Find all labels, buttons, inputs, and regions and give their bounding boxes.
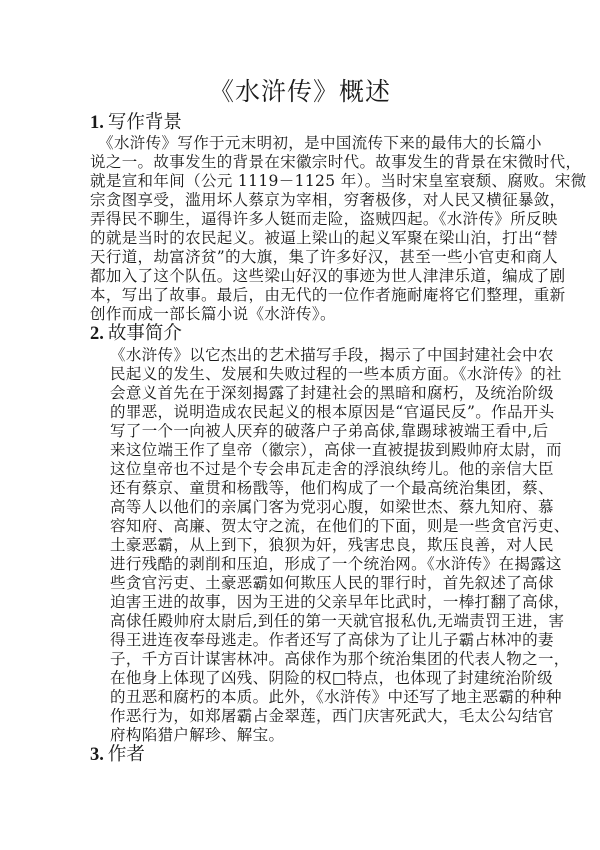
text-line: 的就是当时的农民起义。被逼上梁山的起义军聚在梁山泊，打出“替 bbox=[90, 229, 558, 247]
text-line: 写了一个一向被人厌弃的破落户子弟高俅,靠踢球被端王看中,后 bbox=[110, 422, 549, 440]
text-line: 的罪恶，说明造成农民起义的根本原因是“官逼民反”。作品开头 bbox=[110, 403, 555, 421]
text-line: 民起义的发生、发展和失败过程的一些本质方面。《水浒传》的社 bbox=[110, 365, 562, 383]
section-heading-text: 作者 bbox=[107, 744, 145, 765]
text-line: 说之一。故事发生的背景在宋徽宗时代。故事发生的背景在宋微时代， bbox=[90, 153, 582, 171]
text-line: 迫害王进的故事，因为王进的父亲早年比武时，一棒打翻了高俅， bbox=[110, 593, 570, 611]
text-line: 《水浒传》以它杰出的艺术描写手段，揭示了中国封建社会中农 bbox=[110, 346, 554, 364]
text-line: 创作而成一部长篇小说《水浒传》。 bbox=[90, 305, 336, 323]
section-number: 1. bbox=[90, 113, 104, 133]
text-line: 就是宣和年间（公元 1119－1125 年）。当时宋皇室衰颓、腐败。宋微 bbox=[90, 172, 587, 190]
text-line: 还有蔡京、童贯和杨戬等，他们构成了一个最高统治集团，蔡、 bbox=[110, 479, 554, 497]
section-heading-text: 故事简介 bbox=[107, 323, 182, 344]
text-line: 本，写出了故事。最后，由无代的一位作者施耐庵将它们整理，重新 bbox=[90, 286, 566, 304]
text-line: 土豪恶霸，从上到下，狼狈为奸，残害忠良，欺压良善，对人民 bbox=[110, 536, 554, 554]
section-heading-author bbox=[90, 740, 145, 766]
document-title: 《水浒传》概述 bbox=[208, 77, 391, 106]
text-line: 来这位端王作了皇帝（徽宗），高俅一直被提拔到殿帅府太尉，而 bbox=[110, 441, 562, 459]
text-line: 高等人以他们的亲属门客为党羽心腹，如梁世杰、蔡九知府、慕 bbox=[110, 498, 554, 516]
text-line: 些贪官污吏、土豪恶霸如何欺压人民的罪行时，首先叙述了高俅 bbox=[110, 574, 554, 592]
text-line: 子，千方百计谋害林冲。高俅作为那个统治集团的代表人物之一， bbox=[110, 650, 570, 668]
text-line: 容知府、高廉、贺太守之流，在他们的下面，则是一些贪官污吏、 bbox=[110, 517, 570, 535]
text-line: 进行残酷的剥削和压迫，形成了一个统治网。《水浒传》在揭露这 bbox=[110, 555, 562, 573]
text-line: 作恶行为，如郑屠霸占金翠莲，西门庆害死武大，毛太公勾结官 bbox=[110, 707, 554, 725]
section-body-writing-background bbox=[90, 134, 587, 324]
text-line: 的丑恶和腐朽的本质。此外，《水浒传》中还写了地主恶霸的种种 bbox=[110, 688, 562, 706]
text-line: 都加入了这个队伍。这些梁山好汉的事迹为世人津津乐道，编成了剧 bbox=[90, 267, 566, 285]
text-line: 《水浒传》写作于元末明初，是中国流传下来的最伟大的长篇小 bbox=[90, 134, 542, 152]
text-line: 弄得民不聊生，逼得许多人铤而走险，盗贼四起。《水浒传》所反映 bbox=[90, 210, 558, 228]
text-line: 会意义首先在于深刻揭露了封建社会的黑暗和腐朽，及统治阶级 bbox=[110, 384, 554, 402]
section-heading-text: 写作背景 bbox=[107, 112, 182, 133]
section-number: 3. bbox=[90, 745, 104, 765]
text-line: 府构陷猎户解珍、解宝。 bbox=[110, 726, 285, 744]
text-line: 得王进连夜奉母逃走。作者还写了高俅为了让儿子霸占林冲的妻 bbox=[110, 631, 554, 649]
section-body-story-summary bbox=[110, 346, 570, 745]
section-heading-story-summary bbox=[90, 319, 182, 345]
text-line: 宗贪图享受，滥用坏人蔡京为宰相，穷奢极侈，对人民又横征暴敛， bbox=[90, 191, 566, 209]
section-heading-writing-background bbox=[90, 108, 182, 134]
text-line: 在他身上体现了凶残、阴险的权□特点，也体现了封建统治阶级 bbox=[110, 669, 553, 687]
text-line: 这位皇帝也不过是个专会串瓦走舍的浮浪纨绔儿。他的亲信大臣 bbox=[110, 460, 554, 478]
text-line: 天行道，劫富济贫”的大旗，集了许多好汉，甚至一些小官吏和商人 bbox=[90, 248, 558, 266]
text-line: 高俅任殿帅府太尉后,到任的第一天就官报私仇,无端责罚王进，害 bbox=[110, 612, 565, 630]
section-number: 2. bbox=[90, 324, 104, 344]
